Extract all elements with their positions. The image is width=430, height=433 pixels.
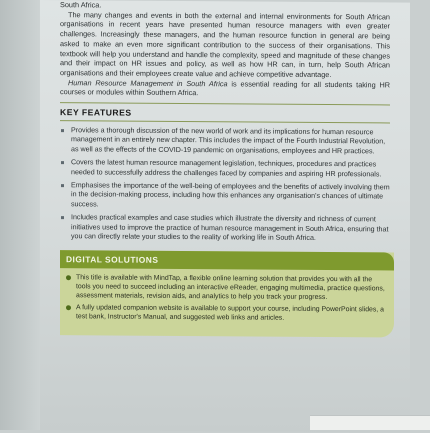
digital-solutions-box (60, 250, 394, 337)
intro-text (60, 0, 390, 99)
list-item (60, 181, 390, 212)
book-title-italic: Human Resource Management in South Africa (68, 77, 228, 88)
square-bullet-icon (61, 129, 64, 132)
key-features-list (60, 126, 390, 244)
key-features-divider (60, 120, 390, 123)
digital-text: This title is available with MindTap, a flexible online learning solution that provides you with all the tools you need to succeed including an interactive eReader, engaging multimedia, practice questions, assessment materials, revision aids, and analytics to help you track your progress. (76, 273, 385, 301)
feature-text: Includes practical examples and case studies which illustrate the diversity and richness of current initiatives used to improve the practice of human resource management in South Africa, ensuring that you can directly relate your studies to the reality of working life in South Africa. (71, 213, 389, 243)
round-bullet-icon (66, 275, 71, 280)
book-back-cover (40, 0, 410, 433)
page-shadow (0, 0, 40, 430)
list-item (66, 303, 386, 324)
list-item (66, 273, 386, 303)
intro-paragraph-2 (60, 78, 390, 100)
intro-paragraph-2-rest: is essential reading for all students taking HR courses or modules within Southern Africa. (60, 78, 390, 98)
list-item (60, 126, 390, 157)
feature-text: Emphasises the importance of the well-being of employees and the benefits of actively involving them in the decision-making process, including how this enhances any organisation's chances of ultimate success. (71, 181, 390, 209)
cover-content (60, 0, 390, 337)
square-bullet-icon (61, 161, 64, 164)
key-features-heading: KEY FEATURES (60, 102, 390, 119)
digital-text: A fully updated companion website is available to support your course, including PowerPoint slides, a test bank, Instructor's Manual, and suggested web links and articles. (76, 304, 384, 323)
intro-paragraph-1: The many changes and events in both the external and internal environments for South African organisations in recent years have presented human resource managers with even greater challenges. Increasingly these managers, and the human resource function in general are being asked to make an even more significant contribution to the success of their organisations. This textbook will help you understand and handle the complexity, speed and magnitude of these changes and their impact on HR issues and policy, as well as how HR can, in turn, help South African organisations and their employees create value and achieve competitive advantage. (60, 9, 390, 79)
barcode-sticker-edge (310, 415, 430, 430)
digital-solutions-heading: DIGITAL SOLUTIONS (60, 250, 394, 270)
list-item (60, 158, 390, 179)
intro-line0: South Africa. (60, 0, 102, 10)
feature-text: Provides a thorough discussion of the new world of work and its implications for human resource management in an entirely new chapter. This includes the impact of the Fourth Industrial Revolution, as well as the effects of the COVID-19 pandemic on organisations, employees and HR practices. (71, 126, 386, 156)
square-bullet-icon (61, 184, 64, 187)
square-bullet-icon (61, 216, 64, 219)
feature-text: Covers the latest human resource management legislation, techniques, procedures and practices needed to successfully address the challenges faced by companies and aspiring HR professionals. (71, 158, 382, 179)
digital-solutions-list (60, 268, 394, 337)
list-item (60, 213, 390, 244)
round-bullet-icon (66, 305, 71, 310)
